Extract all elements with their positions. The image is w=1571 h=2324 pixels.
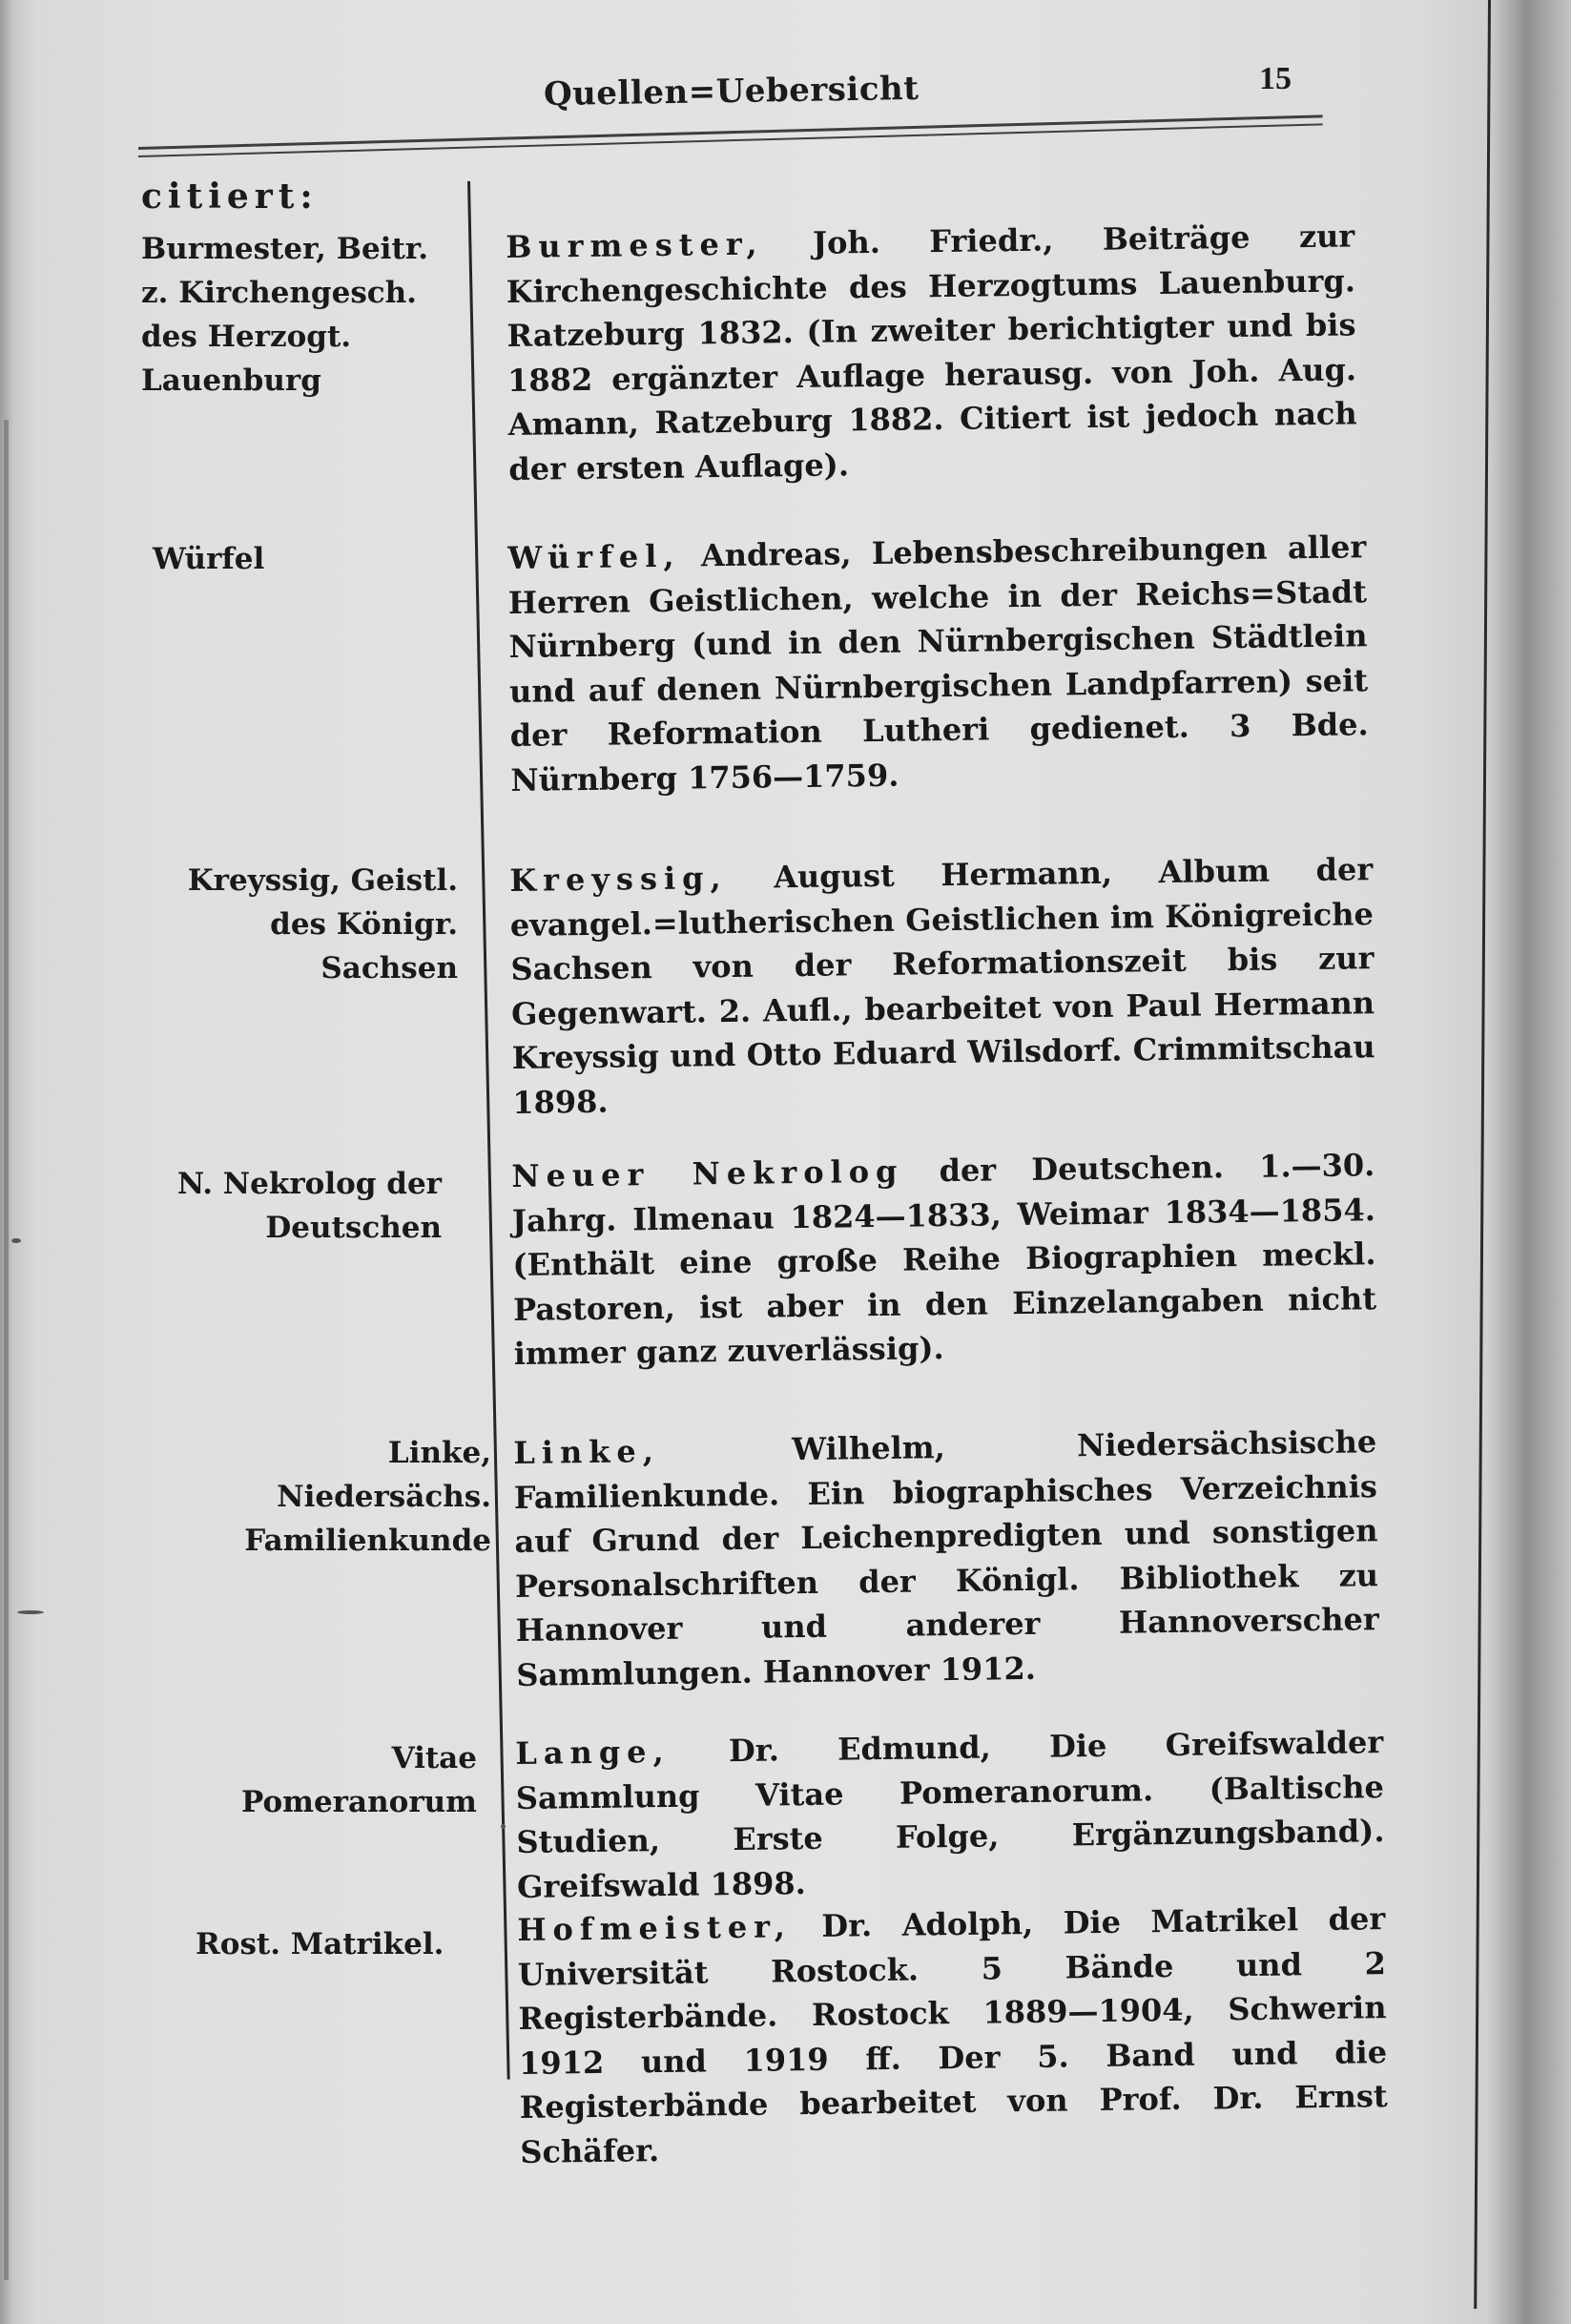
citation-text: der Deutschen. 1.—30. Jahrg. Ilmenau 1824—1833, Weimar 1834—1854. (Enthält eine große Reihe Biographien meckl. Pastoren, ist aber in den Einzelangaben nicht immer ganz zuverlässig). (511, 1147, 1377, 1372)
full-citation (507, 525, 1370, 802)
citation-text: Dr. Edmund, Die Greifswalder Sammlung Vitae Pomeranorum. (Baltische Studien, Erste Folge, Ergänzungsband). Greifswald 1898. (515, 1724, 1385, 1905)
short-citation: Würfel (153, 542, 265, 576)
short-citation: N. Nekrolog der Deutschen (176, 1167, 442, 1245)
full-citation (509, 847, 1376, 1125)
citation-author: Linke, (513, 1432, 661, 1471)
page-gutter-shadow (4, 420, 9, 2280)
full-citation (515, 1720, 1385, 1909)
short-citation: Burmester, Beitr. z. Kirchengesch. des Herzogt. Lauenburg (141, 232, 429, 398)
running-header (138, 57, 1321, 143)
citation-text: Dr. Adolph, Die Matrikel der Universität Rostock. 5 Bände und 2 Registerbände. Rostock 1889—1904, Schwerin 1912 und 1919 ff. Der 5. Band und die Registerbände bearbeitet von Prof. Dr. Ernst Schäfer. (517, 1900, 1388, 2170)
citation-author: Würfel, (507, 537, 681, 576)
scan-speck (17, 1610, 44, 1614)
citation-text: Andreas, Lebensbeschreibungen aller Herren Geistlichen, welche in der Reichs=Stadt Nürnberg (und in den Nürnbergischen Städtlein und auf denen Nürnbergischen Landpfarren) seit der Reformation Lutheri gedienet. 3 Bde. Nürnberg 1756—1759. (507, 529, 1369, 799)
full-citation (513, 1420, 1380, 1697)
citation-author: Kreyssig, (509, 860, 728, 899)
full-citation (517, 1897, 1389, 2174)
short-citation: Rost. Matrikel. (196, 1927, 444, 1961)
citation-text: August Hermann, Album der evangel.=lutherischen Geistlichen im Königreiche Sachsen von der Reformationszeit bis zur Gegenwart. 2. Aufl., bearbeitet von Paul Hermann Kreyssig und Otto Eduard Wilsdorf. Crimmitschau 1898. (509, 851, 1375, 1121)
citation-text: Wilhelm, Niedersächsische Familienkunde. Ein biographisches Verzeichnis auf Grund der Leichenpredigten und sonstigen Personalschriften der Königl. Bibliothek zu Hannover und anderer Hannoverscher Sammlungen. Hannover 1912. (513, 1423, 1379, 1693)
citation-author: Lange, (515, 1733, 671, 1772)
citation-author: Burmester, (506, 225, 764, 265)
short-citation: Linke, Niedersächs. Familienkunde (244, 1436, 491, 1558)
page-number: 15 (1259, 61, 1292, 96)
full-citation (506, 214, 1358, 491)
short-citation: Kreyssig, Geistl. des Königr. Sachsen (187, 863, 458, 986)
short-citation: Vitae Pomeranorum (241, 1741, 477, 1819)
full-citation (511, 1143, 1377, 1376)
running-title: Quellen=Uebersicht (543, 69, 920, 114)
citation-author: Hofmeister, (517, 1908, 793, 1948)
citation-author: Neuer Nekrolog (511, 1152, 904, 1194)
citation-text: Joh. Friedr., Beiträge zur Kirchengeschichte des Herzogtums Lauenburg. Ratzeburg 1832. (In zweiter berichtigter und bis 1882 ergänzter Auflage herausg. von Joh. Aug. Amann, Ratzeburg 1882. Citiert ist jedoch nach der ersten Auflage). (506, 218, 1357, 488)
scan-speck (501, 1824, 506, 1829)
scan-speck (11, 1238, 21, 1243)
column-label-cited: citiert: (141, 176, 319, 217)
